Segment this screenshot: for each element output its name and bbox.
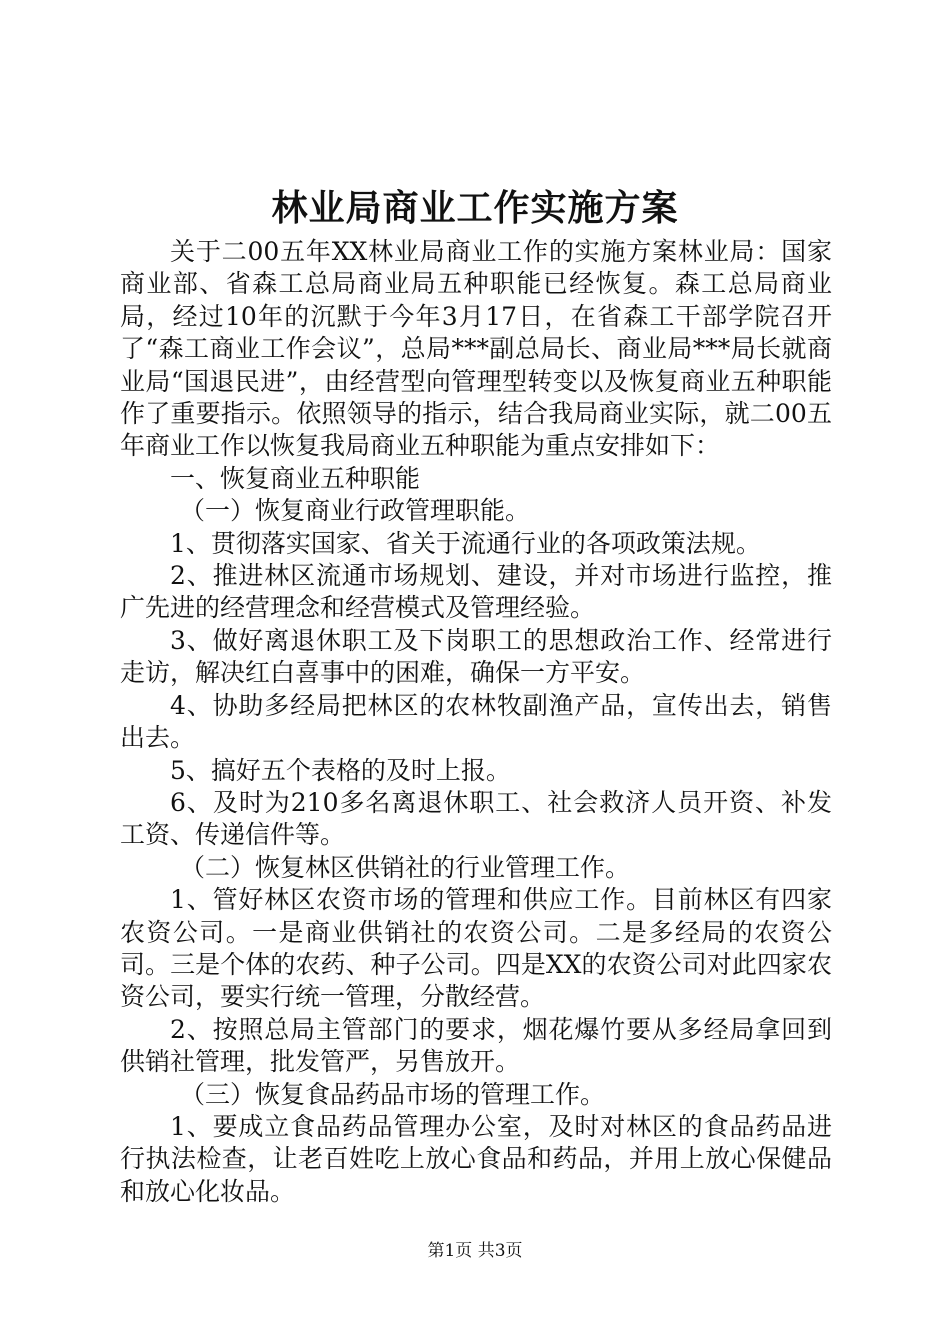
body-paragraph: 1、贯彻落实国家、省关于流通行业的各项政策法规。 bbox=[170, 528, 761, 558]
document-body bbox=[120, 236, 832, 1208]
subsection-heading: （一）恢复商业行政管理职能。 bbox=[180, 496, 531, 526]
document-title: 林业局商业工作实施方案 bbox=[271, 187, 679, 229]
body-paragraph: 1、要成立食品药品管理办公室，及时对林区的食品药品进行执法检查，让老百姓吃上放心食品和药品，并用上放心保健品和放心化妆品。 bbox=[120, 1111, 832, 1206]
body-paragraph: 2、按照总局主管部门的要求，烟花爆竹要从多经局拿回到供销社管理，批发管严，另售放开。 bbox=[120, 1014, 832, 1077]
subsection-heading: （二）恢复林区供销社的行业管理工作。 bbox=[180, 852, 631, 882]
section-heading: 一、恢复商业五种职能 bbox=[170, 463, 421, 493]
intro-paragraph: 关于二00五年XX林业局商业工作的实施方案林业局：国家商业部、省森工总局商业局五种职能已经恢复。森工总局商业局，经过10年的沉默于今年3月17日，在省森工干部学院召开了“森工商业工作会议”，总局***副总局长、商业局***局长就商业局“国退民进”，由经营型向管理型转变以及恢复商业五种职能作了重要指示。依照领导的指示，结合我局商业实际，就二00五年商业工作以恢复我局商业五种职能为重点安排如下： bbox=[120, 237, 832, 461]
body-paragraph: 1、管好林区农资市场的管理和供应工作。目前林区有四家农资公司。一是商业供销社的农资公司。二是多经局的农资公司。三是个体的农药、种子公司。四是XX的农资公司对此四家农资公司，要实行统一管理，分散经营。 bbox=[120, 885, 832, 1012]
body-paragraph: 5、搞好五个表格的及时上报。 bbox=[170, 755, 511, 785]
body-paragraph: 2、推进林区流通市场规划、建设，并对市场进行监控，推广先进的经营理念和经营模式及管理经验。 bbox=[120, 561, 832, 623]
subsection-heading: （三）恢复食品药品市场的管理工作。 bbox=[180, 1079, 606, 1109]
page-footer: 第1页 共3页 bbox=[427, 1241, 523, 1261]
body-paragraph: 3、做好离退休职工及下岗职工的思想政治工作、经常进行走访，解决红白喜事中的困难，确保一方平安。 bbox=[120, 625, 832, 688]
body-paragraph: 4、协助多经局把林区的农林牧副渔产品，宣传出去，销售出去。 bbox=[120, 690, 832, 753]
body-paragraph: 6、及时为210多名离退休职工、社会救济人员开资、补发工资、传递信件等。 bbox=[120, 787, 832, 850]
